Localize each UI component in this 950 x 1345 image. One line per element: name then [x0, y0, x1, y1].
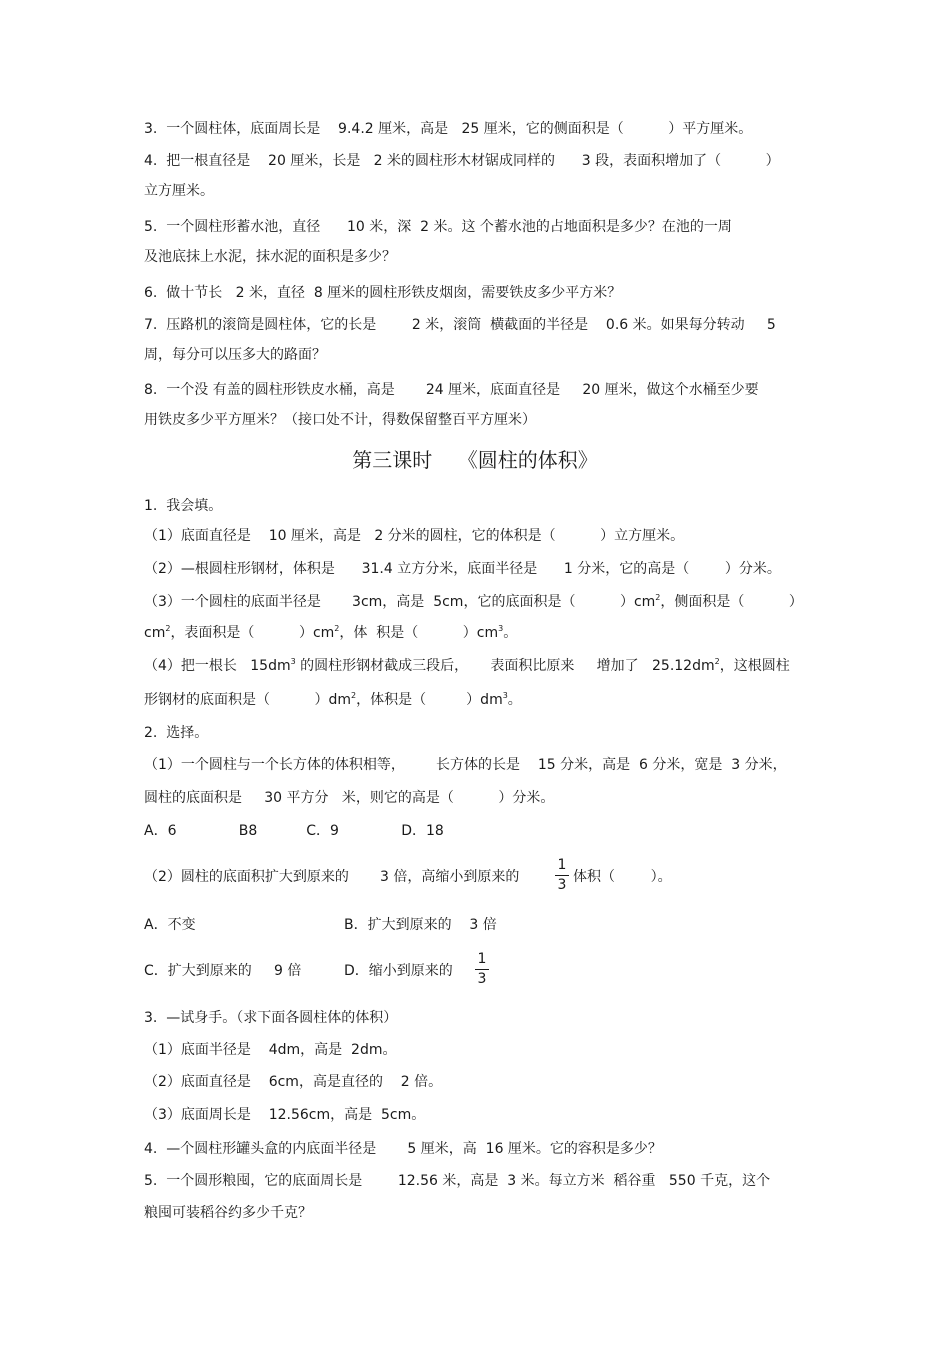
problem-4-line-1: 4. 把一根直径是 20 厘米，长是 2 米的圆柱形木材锯成同样的 3 段，表面积增加了（ ） [144, 153, 780, 169]
problem-4-line-2: 立方厘米。 [144, 183, 214, 199]
fill-item-3-line-2: $cm^2$，表面积是（ ）$cm^2$，体 积是（ ）$cm^3$。 [144, 624, 518, 641]
problem-8-line-1: 8. 一个没 有盖的圆柱形铁皮水桶，高是 24 厘米，底面直径是 20 厘米，做这个水桶至少要 [144, 382, 759, 398]
fraction-one-third: $\frac{1}{3}$ [555, 857, 569, 894]
section-title: 第三课时 《圆柱的体积》 [352, 448, 598, 472]
fill-item-4-line-2: 形钢材的底面积是（ ）$dm^2$，体积是（ ）$dm^3$。 [144, 691, 522, 708]
choice-item-1-line-1: （1）一个圆柱与一个长方体的体积相等， 长方体的长是 15 分米，高是 6 分米，宽是 3 分米， [144, 757, 787, 773]
fill-item-4-line-1: （4）把一根长 $15dm^3$ 的圆柱形钢材截成三段后， 表面积比原来 增加了 $25.12dm^2$，这根圆柱 [144, 657, 790, 674]
section-2-heading: 2. 选择。 [144, 725, 209, 741]
option-a: A．不变 [144, 917, 196, 933]
volume-item-2: （2）底面直径是 6cm，高是直径的 2 倍。 [144, 1074, 443, 1090]
section-1-heading: 1. 我会填。 [144, 498, 223, 514]
option-d: D．缩小到原来的 [344, 963, 453, 979]
volume-item-1: （1）底面半径是 4dm，高是 2dm。 [144, 1042, 397, 1058]
choice-item-2-part-a: （2）圆柱的底面积扩大到原来的 3 倍，高缩小到原来的 [144, 869, 520, 885]
problem-5-line-2: 及池底抹上水泥，抹水泥的面积是多少？ [144, 249, 396, 265]
problem-4-capacity: 4. —个圆柱形罐头盒的内底面半径是 5 厘米，高 16 厘米。它的容积是多少？ [144, 1141, 662, 1157]
problem-5-line-1: 5. 一个圆柱形蓄水池，直径 10 米，深 2 米。这 个蓄水池的占地面积是多少？在池的一周 [144, 219, 732, 235]
problem-7-line-2: 周，每分可以压多大的路面？ [144, 347, 326, 363]
problem-7-line-1: 7. 压路机的滚筒是圆柱体，它的长是 2 米，滚筒 横截面的半径是 0.6 米。如果每分转动 5 [144, 317, 776, 333]
section-3-heading: 3. —试身手。（求下面各圆柱体的体积） [144, 1010, 398, 1026]
choice-item-1-line-2: 圆柱的底面积是 30 平方分 米，则它的高是（ ）分米。 [144, 790, 555, 806]
volume-item-3: （3）底面周长是 12.56cm，高是 5cm。 [144, 1107, 426, 1123]
option-b: B．扩大到原来的 3 倍 [344, 917, 497, 933]
problem-8-line-2: 用铁皮多少平方厘米？（接口处不计，得数保留整百平方厘米） [144, 412, 536, 428]
problem-5-granary-line-2: 粮囤可装稻谷约多少千克？ [144, 1205, 312, 1221]
fill-item-1: （1）底面直径是 10 厘米，高是 2 分米的圆柱，它的体积是（ ）立方厘米。 [144, 528, 685, 544]
fraction-one-third-option-d: $\frac{1}{3}$ [475, 951, 489, 988]
problem-6: 6. 做十节长 2 米，直径 8 厘米的圆柱形铁皮烟囱，需要铁皮多少平方米？ [144, 285, 622, 301]
choice-item-2-part-b: 体积（ ）。 [573, 869, 672, 885]
choice-item-1-options: A．6 B8 C．9 D．18 [144, 823, 444, 839]
problem-5-granary-line-1: 5. 一个圆形粮囤，它的底面周长是 12.56 米，高是 3 米。每立方米 稻谷重 550 千克，这个 [144, 1173, 771, 1189]
fill-item-3-line-1: （3）一个圆柱的底面半径是 3cm，高是 5cm，它的底面积是（ ）$cm^2$，侧面积是（ ） [144, 593, 803, 610]
option-c: C．扩大到原来的 9 倍 [144, 963, 302, 979]
fill-item-2: （2）—根圆柱形钢材，体积是 31.4 立方分米，底面半径是 1 分米，它的高是（ ）分米。 [144, 561, 781, 577]
problem-3: 3. 一个圆柱体，底面周长是 9.4.2 厘米，高是 25 厘米，它的侧面积是（ ）平方厘米。 [144, 121, 753, 137]
